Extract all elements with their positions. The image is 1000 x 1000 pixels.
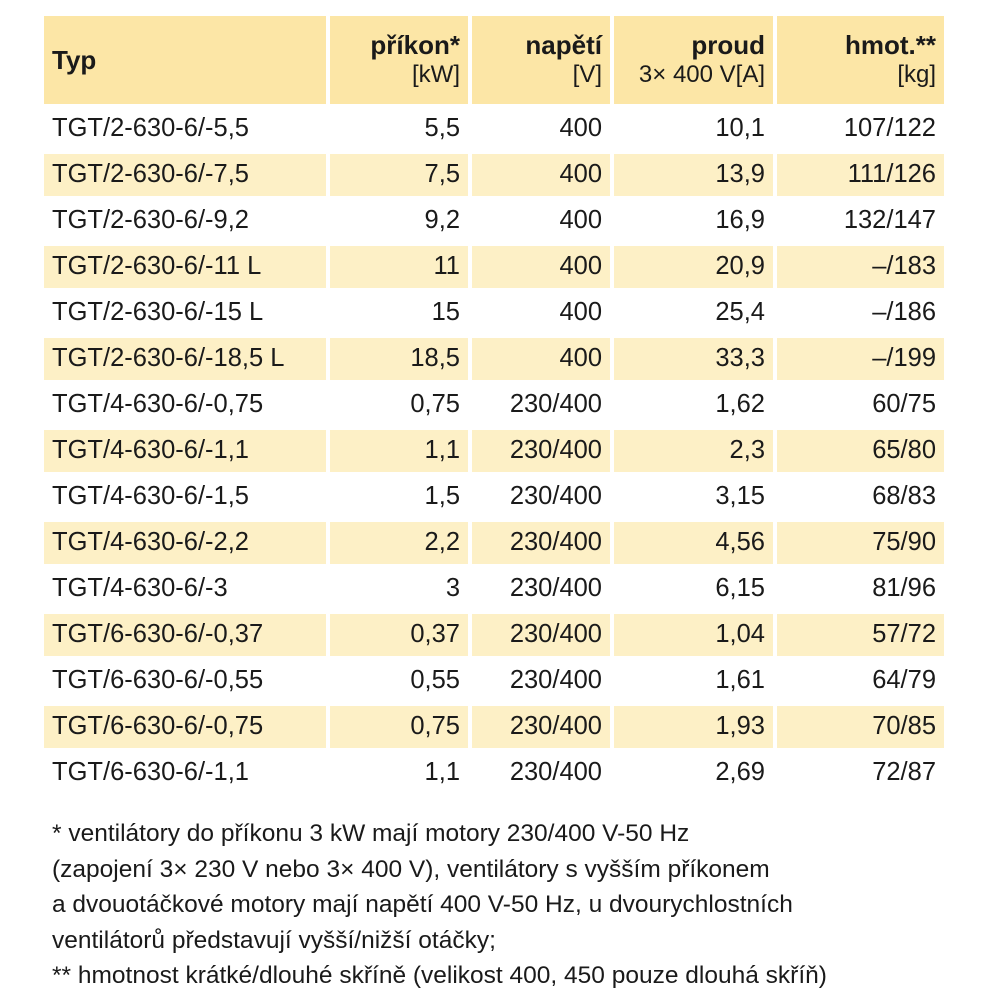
cell-napeti: 230/400 (472, 706, 610, 748)
cell-typ: TGT/6-630-6/-0,75 (44, 706, 326, 748)
cell-proud: 25,4 (715, 298, 765, 327)
cell-hmot: –/183 (777, 246, 944, 288)
header-hmot-title: hmot.** (845, 30, 936, 60)
footnote-line: (zapojení 3× 230 V nebo 3× 400 V), ventilátory s vyšším příkonem (52, 855, 770, 883)
cell-prikon: 0,55 (410, 666, 460, 695)
spec-table (40, 12, 948, 798)
cell-prikon: 5,5 (424, 114, 460, 143)
cell-typ: TGT/4-630-6/-0,75 (52, 390, 264, 419)
cell-napeti: 230/400 (509, 390, 602, 419)
cell-proud: 33,3 (614, 338, 773, 380)
cell-hmot: 70/85 (777, 706, 944, 748)
header-hmot-unit: [kg] (897, 61, 936, 88)
cell-napeti: 230/400 (509, 574, 602, 603)
cell-proud: 1,62 (715, 390, 765, 419)
cell-typ: TGT/2-630-6/-11 L (44, 246, 326, 288)
cell-prikon: 1,5 (424, 482, 460, 511)
cell-proud: 4,56 (614, 522, 773, 564)
table-row (44, 660, 944, 702)
cell-proud: 3,15 (715, 482, 765, 511)
cell-prikon: 18,5 (330, 338, 468, 380)
cell-hmot: 81/96 (872, 574, 936, 603)
cell-hmot: –/199 (777, 338, 944, 380)
header-proud-unit: 3× 400 V[A] (638, 61, 765, 88)
header-prikon-title: příkon* (370, 30, 460, 60)
header-proud (614, 16, 773, 104)
header-typ-title: Typ (52, 45, 97, 75)
cell-proud: 10,1 (715, 114, 765, 143)
cell-proud: 6,15 (715, 574, 765, 603)
cell-typ: TGT/2-630-6/-7,5 (44, 154, 326, 196)
header-proud-title: proud (691, 30, 765, 60)
cell-typ: TGT/4-630-6/-3 (52, 574, 228, 603)
cell-hmot: 107/122 (843, 114, 936, 143)
cell-napeti: 400 (472, 246, 610, 288)
cell-prikon: 1,1 (330, 430, 468, 472)
cell-typ: TGT/6-630-6/-1,1 (52, 758, 249, 787)
cell-prikon: 15 (431, 298, 460, 327)
cell-typ: TGT/2-630-6/-9,2 (52, 206, 249, 235)
spec-table-container (44, 16, 945, 798)
table-row (44, 752, 944, 794)
table-row (44, 706, 944, 748)
footnotes (52, 816, 992, 994)
cell-prikon: 3 (445, 574, 460, 603)
cell-typ: TGT/2-630-6/-15 L (52, 298, 264, 327)
cell-prikon: 0,37 (330, 614, 468, 656)
footnote-line: ventilátorů představují vyšší/nižší otáčky; (52, 926, 496, 954)
table-row (44, 338, 944, 380)
table-header-row (44, 16, 944, 104)
table-row (44, 614, 944, 656)
cell-prikon: 11 (330, 246, 468, 288)
cell-proud: 1,93 (614, 706, 773, 748)
cell-napeti: 400 (559, 206, 602, 235)
footnote-line: ** hmotnost krátké/dlouhé skříně (velikost 400, 450 pouze dlouhá skříň) (52, 962, 827, 989)
table-row (44, 292, 944, 334)
footnote-line: * ventilátory do příkonu 3 kW mají motory 230/400 V-50 Hz (52, 820, 690, 847)
cell-proud: 1,61 (715, 666, 765, 695)
cell-napeti: 400 (472, 154, 610, 196)
cell-hmot: 64/79 (872, 666, 936, 695)
cell-hmot: 65/80 (777, 430, 944, 472)
cell-proud: 20,9 (614, 246, 773, 288)
cell-hmot: –/186 (872, 298, 936, 327)
cell-typ: TGT/6-630-6/-0,55 (52, 666, 264, 695)
cell-napeti: 230/400 (509, 758, 602, 787)
table-row (44, 568, 944, 610)
cell-prikon: 9,2 (424, 206, 460, 235)
footnote-line: a dvouotáčkové motory mají napětí 400 V-50 Hz, u dvourychlostních (52, 891, 793, 918)
cell-proud: 13,9 (614, 154, 773, 196)
cell-hmot: 60/75 (872, 390, 936, 419)
cell-hmot: 68/83 (872, 482, 936, 511)
table-row (44, 108, 944, 150)
cell-typ: TGT/4-630-6/-1,1 (44, 430, 326, 472)
cell-napeti: 230/400 (472, 614, 610, 656)
header-prikon (330, 16, 468, 104)
cell-napeti: 230/400 (472, 430, 610, 472)
cell-proud: 2,3 (614, 430, 773, 472)
header-napeti-unit: [V] (572, 61, 602, 88)
table-row (44, 200, 944, 242)
header-napeti (472, 16, 610, 104)
cell-typ: TGT/2-630-6/-18,5 L (44, 338, 326, 380)
cell-napeti: 400 (559, 114, 602, 143)
cell-hmot: 75/90 (777, 522, 944, 564)
header-prikon-unit: [kW] (412, 61, 460, 88)
table-row (44, 476, 944, 518)
cell-prikon: 0,75 (410, 390, 460, 419)
cell-napeti: 400 (559, 298, 602, 327)
header-typ (44, 16, 326, 104)
cell-hmot: 132/147 (843, 206, 936, 235)
cell-proud: 2,69 (715, 758, 765, 787)
cell-napeti: 400 (472, 338, 610, 380)
table-row (44, 246, 944, 288)
table-row (44, 430, 944, 472)
cell-proud: 1,04 (614, 614, 773, 656)
cell-napeti: 230/400 (509, 666, 602, 695)
cell-napeti: 230/400 (509, 482, 602, 511)
table-row (44, 154, 944, 196)
cell-typ: TGT/6-630-6/-0,37 (44, 614, 326, 656)
cell-typ: TGT/4-630-6/-2,2 (44, 522, 326, 564)
cell-hmot: 111/126 (777, 154, 944, 196)
header-napeti-title: napětí (525, 30, 602, 60)
cell-typ: TGT/2-630-6/-5,5 (52, 114, 249, 143)
cell-hmot: 57/72 (777, 614, 944, 656)
table-row (44, 384, 944, 426)
cell-hmot: 72/87 (872, 758, 936, 787)
cell-prikon: 2,2 (330, 522, 468, 564)
cell-typ: TGT/4-630-6/-1,5 (52, 482, 249, 511)
cell-napeti: 230/400 (472, 522, 610, 564)
cell-prikon: 7,5 (330, 154, 468, 196)
header-hmot (777, 16, 944, 104)
cell-proud: 16,9 (715, 206, 765, 235)
cell-prikon: 1,1 (424, 758, 460, 787)
cell-prikon: 0,75 (330, 706, 468, 748)
table-row (44, 522, 944, 564)
